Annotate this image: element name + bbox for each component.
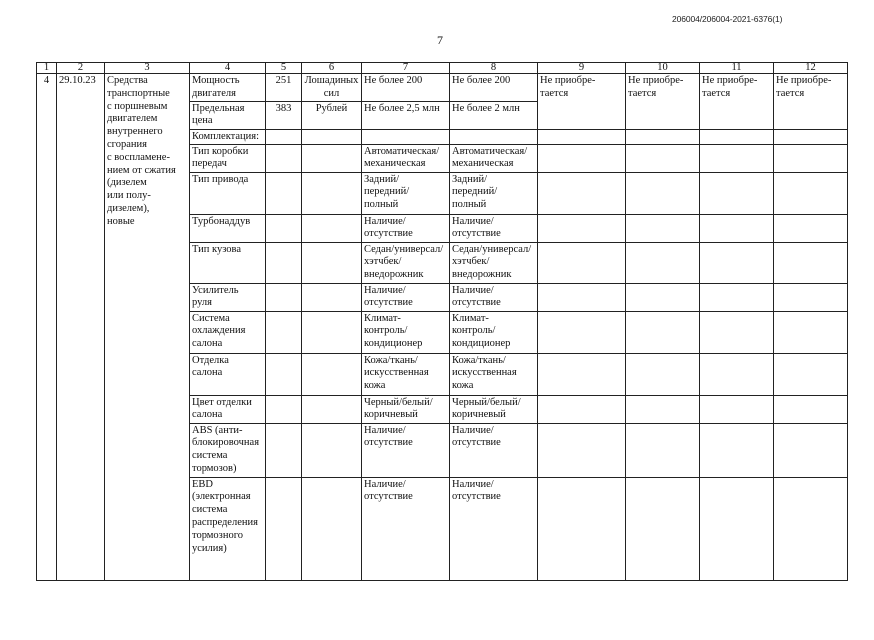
- spec-requirement-8: Наличие/ отсутствие: [450, 214, 538, 242]
- spec-unit: [302, 214, 362, 242]
- column-9-cell: [538, 311, 626, 353]
- column-9-cell: [538, 477, 626, 580]
- spec-requirement-7: Наличие/ отсутствие: [362, 283, 450, 311]
- column-9-cell: [538, 101, 626, 129]
- spec-unit: [302, 144, 362, 172]
- column-12-cell: [774, 214, 848, 242]
- spec-requirement-7: Не более 200: [362, 74, 450, 102]
- col-header: 11: [700, 63, 774, 74]
- spec-unit: [302, 423, 362, 477]
- spec-name: Комплектация:: [190, 129, 266, 144]
- procurement-table: [36, 62, 848, 581]
- spec-requirement-7: Кожа/ткань/ искусственная кожа: [362, 353, 450, 395]
- spec-unit: Рублей: [302, 101, 362, 129]
- column-10-cell: [626, 353, 700, 395]
- spec-requirement-7: Наличие/ отсутствие: [362, 477, 450, 580]
- spec-code: 251: [266, 74, 302, 102]
- col-header: 12: [774, 63, 848, 74]
- col-header: 10: [626, 63, 700, 74]
- col-header: 1: [37, 63, 57, 74]
- column-9-cell: [538, 395, 626, 423]
- spec-code: [266, 283, 302, 311]
- spec-requirement-7: Климат- контроль/ кондиционер: [362, 311, 450, 353]
- spec-requirement-8: Автоматическая/ механическая: [450, 144, 538, 172]
- spec-unit: [302, 129, 362, 144]
- spec-code: [266, 242, 302, 283]
- spec-requirement-7: Седан/универсал/ хэтчбек/ внедорожник: [362, 242, 450, 283]
- column-12-cell: [774, 144, 848, 172]
- page-number: 7: [437, 33, 443, 47]
- spec-unit: [302, 283, 362, 311]
- spec-requirement-8: Задний/ передний/ полный: [450, 172, 538, 214]
- spec-requirement-8: Не более 200: [450, 74, 538, 102]
- column-10-cell: [626, 477, 700, 580]
- spec-unit: [302, 477, 362, 580]
- column-10-cell: [626, 172, 700, 214]
- col-header: 7: [362, 63, 450, 74]
- column-9-cell: [538, 172, 626, 214]
- spec-name: Мощность двигателя: [190, 74, 266, 102]
- spec-name: ABS (анти- блокировочная система тормозов): [190, 423, 266, 477]
- spec-code: [266, 353, 302, 395]
- spec-requirement-8: Наличие/ отсутствие: [450, 423, 538, 477]
- spec-name: Тип кузова: [190, 242, 266, 283]
- column-9-cell: [538, 214, 626, 242]
- column-12-cell: [774, 311, 848, 353]
- spec-requirement-8: Наличие/ отсутствие: [450, 477, 538, 580]
- column-12-cell: [774, 395, 848, 423]
- column-10-cell: [626, 144, 700, 172]
- column-10-cell: [626, 423, 700, 477]
- spec-code: [266, 129, 302, 144]
- spec-requirement-8: Не более 2 млн: [450, 101, 538, 129]
- column-11-cell: [700, 283, 774, 311]
- spec-requirement-8: Кожа/ткань/ искусственная кожа: [450, 353, 538, 395]
- column-10-cell: [626, 101, 700, 129]
- column-9-cell: [538, 423, 626, 477]
- document-id: 206004/206004-2021-6376(1): [672, 14, 783, 24]
- spec-requirement-7: Наличие/ отсутствие: [362, 423, 450, 477]
- column-11-cell: [700, 144, 774, 172]
- column-9-cell: [538, 242, 626, 283]
- spec-code: [266, 214, 302, 242]
- spec-name: Тип коробки передач: [190, 144, 266, 172]
- column-10-cell: [626, 214, 700, 242]
- spec-requirement-8: Черный/белый/ коричневый: [450, 395, 538, 423]
- spec-requirement-8: Наличие/ отсутствие: [450, 283, 538, 311]
- column-9-cell: [538, 129, 626, 144]
- column-12-cell: [774, 353, 848, 395]
- spec-name: Предельная цена: [190, 101, 266, 129]
- column-9-cell: [538, 283, 626, 311]
- spec-requirement-8: Климат- контроль/ кондиционер: [450, 311, 538, 353]
- column-11-cell: [700, 129, 774, 144]
- spec-unit: [302, 395, 362, 423]
- col-header: 9: [538, 63, 626, 74]
- col-header: 2: [57, 63, 105, 74]
- spec-requirement-7: [362, 129, 450, 144]
- col-header: 5: [266, 63, 302, 74]
- column-11-cell: [700, 101, 774, 129]
- col-header: 8: [450, 63, 538, 74]
- spec-requirement-7: Автоматическая/ механическая: [362, 144, 450, 172]
- column-11-cell: [700, 477, 774, 580]
- col-header: 3: [105, 63, 190, 74]
- spec-row: [37, 74, 848, 102]
- spec-code: [266, 311, 302, 353]
- col-header: 6: [302, 63, 362, 74]
- column-11-cell: Не приобре- тается: [700, 74, 774, 102]
- column-11-cell: [700, 353, 774, 395]
- spec-name: Система охлаждения салона: [190, 311, 266, 353]
- column-12-cell: [774, 477, 848, 580]
- column-10-cell: [626, 395, 700, 423]
- row-date: 29.10.23: [57, 74, 105, 581]
- spec-unit: [302, 242, 362, 283]
- column-11-cell: [700, 423, 774, 477]
- column-12-cell: [774, 129, 848, 144]
- row-number: 4: [37, 74, 57, 581]
- item-name: Средства транспортные с поршневым двигателем внутреннего сгорания с воспламене- нием от сжатия (дизелем или полу- дизелем), новые: [105, 74, 190, 581]
- column-12-cell: [774, 101, 848, 129]
- column-9-cell: [538, 144, 626, 172]
- column-10-cell: [626, 283, 700, 311]
- spec-code: 383: [266, 101, 302, 129]
- spec-name: EBD (электронная система распределения тормозного усилия): [190, 477, 266, 580]
- col-header: 4: [190, 63, 266, 74]
- spec-name: Цвет отделки салона: [190, 395, 266, 423]
- spec-name: Усилитель руля: [190, 283, 266, 311]
- spec-requirement-8: [450, 129, 538, 144]
- column-9-cell: Не приобре- тается: [538, 74, 626, 102]
- spec-requirement-8: Седан/универсал/ хэтчбек/ внедорожник: [450, 242, 538, 283]
- spec-code: [266, 172, 302, 214]
- spec-code: [266, 144, 302, 172]
- spec-requirement-7: Наличие/ отсутствие: [362, 214, 450, 242]
- column-12-cell: [774, 283, 848, 311]
- spec-requirement-7: Не более 2,5 млн: [362, 101, 450, 129]
- spec-code: [266, 423, 302, 477]
- spec-unit: [302, 311, 362, 353]
- column-10-cell: [626, 311, 700, 353]
- column-11-cell: [700, 242, 774, 283]
- spec-requirement-7: Черный/белый/ коричневый: [362, 395, 450, 423]
- column-11-cell: [700, 214, 774, 242]
- column-11-cell: [700, 311, 774, 353]
- column-11-cell: [700, 395, 774, 423]
- column-10-cell: Не приобре- тается: [626, 74, 700, 102]
- spec-name: Отделка салона: [190, 353, 266, 395]
- column-11-cell: [700, 172, 774, 214]
- column-10-cell: [626, 129, 700, 144]
- column-9-cell: [538, 353, 626, 395]
- spec-code: [266, 477, 302, 580]
- column-12-cell: [774, 423, 848, 477]
- column-10-cell: [626, 242, 700, 283]
- column-12-cell: [774, 242, 848, 283]
- spec-name: Тип привода: [190, 172, 266, 214]
- column-12-cell: Не приобре- тается: [774, 74, 848, 102]
- spec-name: Турбонаддув: [190, 214, 266, 242]
- spec-code: [266, 395, 302, 423]
- spec-unit: [302, 172, 362, 214]
- column-12-cell: [774, 172, 848, 214]
- spec-unit: [302, 353, 362, 395]
- spec-unit: Лошадиных сил: [302, 74, 362, 102]
- header-row: [37, 63, 848, 74]
- spec-requirement-7: Задний/ передний/ полный: [362, 172, 450, 214]
